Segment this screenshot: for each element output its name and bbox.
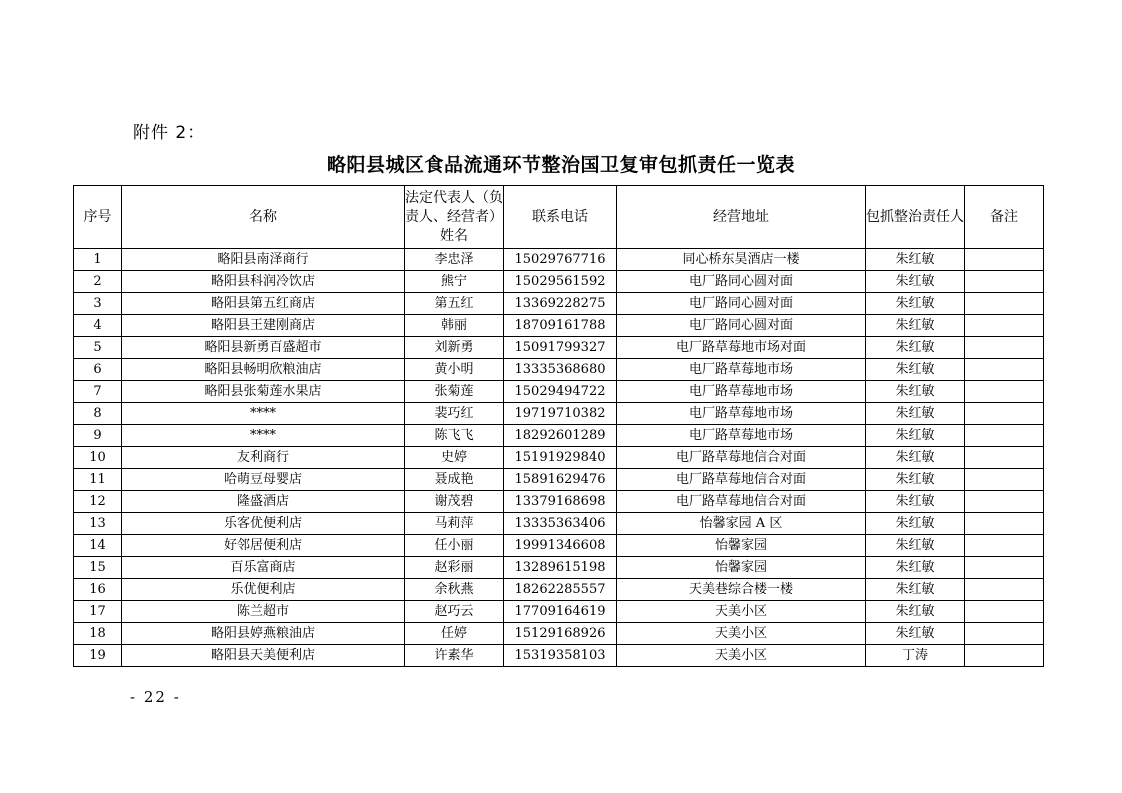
- cell-address: 同心桥东昊酒店一楼: [617, 249, 866, 271]
- cell-owner: 朱红敏: [866, 535, 965, 557]
- cell-note: [965, 623, 1044, 645]
- cell-representative: 韩丽: [405, 315, 504, 337]
- header-seq: 序号: [74, 186, 122, 249]
- cell-owner: 朱红敏: [866, 469, 965, 491]
- cell-phone: 15029561592: [504, 271, 617, 293]
- cell-address: 天美小区: [617, 623, 866, 645]
- cell-representative: 张菊莲: [405, 381, 504, 403]
- table-row: [74, 271, 1044, 293]
- cell-phone: 13379168698: [504, 491, 617, 513]
- attachment-label: 附件 2：: [133, 123, 206, 143]
- cell-address: 电厂路同心圆对面: [617, 315, 866, 337]
- cell-name: 百乐富商店: [122, 557, 405, 579]
- cell-phone: 15029767716: [504, 249, 617, 271]
- cell-representative: 刘新勇: [405, 337, 504, 359]
- cell-name: 略阳县第五红商店: [122, 293, 405, 315]
- cell-representative: 李忠泽: [405, 249, 504, 271]
- table-row: [74, 249, 1044, 271]
- cell-seq: 1: [74, 249, 122, 271]
- responsibility-table: [73, 185, 1044, 667]
- cell-note: [965, 403, 1044, 425]
- table-row: [74, 623, 1044, 645]
- table-header-row: [74, 186, 1044, 249]
- table-row: [74, 425, 1044, 447]
- cell-owner: 朱红敏: [866, 447, 965, 469]
- cell-note: [965, 359, 1044, 381]
- cell-note: [965, 535, 1044, 557]
- cell-phone: 13289615198: [504, 557, 617, 579]
- cell-seq: 3: [74, 293, 122, 315]
- cell-owner: 朱红敏: [866, 425, 965, 447]
- cell-address: 天美小区: [617, 645, 866, 667]
- cell-seq: 17: [74, 601, 122, 623]
- cell-owner: 朱红敏: [866, 315, 965, 337]
- table-row: [74, 579, 1044, 601]
- cell-seq: 6: [74, 359, 122, 381]
- cell-seq: 16: [74, 579, 122, 601]
- cell-phone: 18262285557: [504, 579, 617, 601]
- cell-representative: 熊宁: [405, 271, 504, 293]
- cell-address: 电厂路同心圆对面: [617, 293, 866, 315]
- cell-address: 电厂路草莓地信合对面: [617, 469, 866, 491]
- cell-owner: 朱红敏: [866, 249, 965, 271]
- cell-note: [965, 337, 1044, 359]
- cell-seq: 15: [74, 557, 122, 579]
- cell-note: [965, 513, 1044, 535]
- document-title: 略阳县城区食品流通环节整治国卫复审包抓责任一览表: [326, 154, 795, 176]
- cell-phone: 13335363406: [504, 513, 617, 535]
- table-row: [74, 337, 1044, 359]
- cell-phone: 18709161788: [504, 315, 617, 337]
- header-phone: 联系电话: [504, 186, 617, 249]
- table-row: [74, 535, 1044, 557]
- cell-address: 电厂路草莓地市场: [617, 403, 866, 425]
- cell-owner: 朱红敏: [866, 403, 965, 425]
- table-row: [74, 469, 1044, 491]
- cell-note: [965, 381, 1044, 403]
- cell-phone: 15091799327: [504, 337, 617, 359]
- cell-name: 好邻居便利店: [122, 535, 405, 557]
- table-body: [74, 249, 1044, 667]
- cell-seq: 13: [74, 513, 122, 535]
- cell-representative: 任婷: [405, 623, 504, 645]
- header-address: 经营地址: [617, 186, 866, 249]
- cell-name: 略阳县畅明欣粮油店: [122, 359, 405, 381]
- cell-note: [965, 293, 1044, 315]
- cell-name: 略阳县新勇百盛超市: [122, 337, 405, 359]
- cell-representative: 黄小明: [405, 359, 504, 381]
- cell-address: 天美巷综合楼一楼: [617, 579, 866, 601]
- cell-seq: 7: [74, 381, 122, 403]
- cell-note: [965, 315, 1044, 337]
- cell-phone: 15191929840: [504, 447, 617, 469]
- cell-owner: 朱红敏: [866, 601, 965, 623]
- table-row: [74, 381, 1044, 403]
- cell-seq: 10: [74, 447, 122, 469]
- cell-phone: 19991346608: [504, 535, 617, 557]
- cell-address: 天美小区: [617, 601, 866, 623]
- cell-address: 电厂路草莓地信合对面: [617, 491, 866, 513]
- cell-note: [965, 249, 1044, 271]
- cell-name: ****: [122, 403, 405, 425]
- cell-name: 哈萌豆母婴店: [122, 469, 405, 491]
- cell-note: [965, 645, 1044, 667]
- table-row: [74, 557, 1044, 579]
- cell-representative: 余秋燕: [405, 579, 504, 601]
- cell-owner: 朱红敏: [866, 359, 965, 381]
- cell-seq: 2: [74, 271, 122, 293]
- cell-note: [965, 447, 1044, 469]
- table-row: [74, 491, 1044, 513]
- cell-name: 略阳县王建刚商店: [122, 315, 405, 337]
- cell-note: [965, 425, 1044, 447]
- cell-note: [965, 579, 1044, 601]
- cell-name: 略阳县科润冷饮店: [122, 271, 405, 293]
- table-row: [74, 315, 1044, 337]
- cell-representative: 第五红: [405, 293, 504, 315]
- cell-owner: 朱红敏: [866, 337, 965, 359]
- cell-name: 略阳县婷燕粮油店: [122, 623, 405, 645]
- cell-owner: 丁涛: [866, 645, 965, 667]
- cell-address: 电厂路草莓地市场: [617, 359, 866, 381]
- cell-owner: 朱红敏: [866, 381, 965, 403]
- cell-representative: 赵彩丽: [405, 557, 504, 579]
- header-note: 备注: [965, 186, 1044, 249]
- cell-representative: 赵巧云: [405, 601, 504, 623]
- cell-seq: 12: [74, 491, 122, 513]
- cell-seq: 18: [74, 623, 122, 645]
- header-name: 名称: [122, 186, 405, 249]
- cell-phone: 13369228275: [504, 293, 617, 315]
- cell-seq: 4: [74, 315, 122, 337]
- cell-address: 电厂路草莓地市场对面: [617, 337, 866, 359]
- cell-representative: 马莉萍: [405, 513, 504, 535]
- cell-phone: 13335368680: [504, 359, 617, 381]
- cell-phone: 15319358103: [504, 645, 617, 667]
- cell-address: 怡馨家园 A 区: [617, 513, 866, 535]
- cell-name: 乐客优便利店: [122, 513, 405, 535]
- header-owner: 包抓整治责任人: [866, 186, 965, 249]
- cell-owner: 朱红敏: [866, 557, 965, 579]
- cell-owner: 朱红敏: [866, 623, 965, 645]
- cell-seq: 5: [74, 337, 122, 359]
- cell-phone: 15129168926: [504, 623, 617, 645]
- cell-name: 友利商行: [122, 447, 405, 469]
- table-row: [74, 359, 1044, 381]
- cell-note: [965, 469, 1044, 491]
- cell-address: 电厂路草莓地市场: [617, 381, 866, 403]
- cell-representative: 陈飞飞: [405, 425, 504, 447]
- cell-address: 怡馨家园: [617, 535, 866, 557]
- cell-owner: 朱红敏: [866, 293, 965, 315]
- cell-phone: 19719710382: [504, 403, 617, 425]
- cell-seq: 11: [74, 469, 122, 491]
- cell-owner: 朱红敏: [866, 579, 965, 601]
- cell-representative: 谢茂碧: [405, 491, 504, 513]
- cell-address: 怡馨家园: [617, 557, 866, 579]
- cell-name: 陈兰超市: [122, 601, 405, 623]
- cell-phone: 15891629476: [504, 469, 617, 491]
- cell-representative: 裴巧红: [405, 403, 504, 425]
- cell-address: 电厂路同心圆对面: [617, 271, 866, 293]
- cell-representative: 史婷: [405, 447, 504, 469]
- cell-representative: 许素华: [405, 645, 504, 667]
- cell-name: 隆盛酒店: [122, 491, 405, 513]
- table-row: [74, 293, 1044, 315]
- table-row: [74, 447, 1044, 469]
- header-representative: 法定代表人（负责人、经营者）姓名: [405, 186, 504, 249]
- cell-phone: 15029494722: [504, 381, 617, 403]
- table-row: [74, 403, 1044, 425]
- cell-seq: 9: [74, 425, 122, 447]
- cell-name: 略阳县天美便利店: [122, 645, 405, 667]
- cell-phone: 17709164619: [504, 601, 617, 623]
- cell-note: [965, 557, 1044, 579]
- table-row: [74, 601, 1044, 623]
- cell-name: 乐优便利店: [122, 579, 405, 601]
- table-row: [74, 645, 1044, 667]
- cell-seq: 14: [74, 535, 122, 557]
- cell-seq: 8: [74, 403, 122, 425]
- cell-owner: 朱红敏: [866, 513, 965, 535]
- cell-owner: 朱红敏: [866, 491, 965, 513]
- cell-phone: 18292601289: [504, 425, 617, 447]
- cell-name: ****: [122, 425, 405, 447]
- cell-note: [965, 271, 1044, 293]
- cell-name: 略阳县张菊莲水果店: [122, 381, 405, 403]
- cell-owner: 朱红敏: [866, 271, 965, 293]
- cell-seq: 19: [74, 645, 122, 667]
- page-number: - 22 -: [130, 688, 181, 706]
- cell-note: [965, 601, 1044, 623]
- table-row: [74, 513, 1044, 535]
- cell-address: 电厂路草莓地信合对面: [617, 447, 866, 469]
- cell-representative: 任小丽: [405, 535, 504, 557]
- cell-address: 电厂路草莓地市场: [617, 425, 866, 447]
- cell-note: [965, 491, 1044, 513]
- cell-name: 略阳县南泽商行: [122, 249, 405, 271]
- cell-representative: 聂成艳: [405, 469, 504, 491]
